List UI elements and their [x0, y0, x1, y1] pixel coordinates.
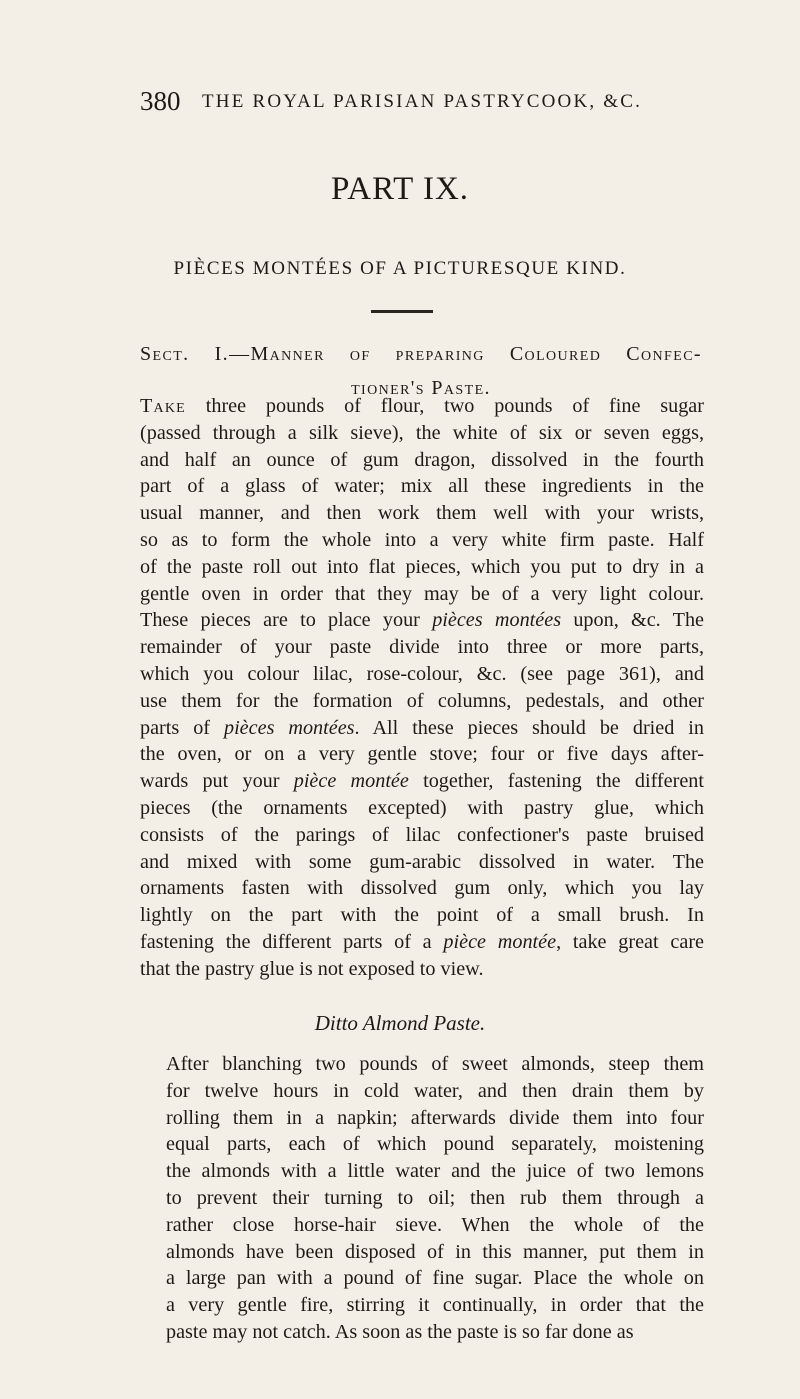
text-run: After blanching two pounds of sweet almonds, steep them — [166, 1053, 704, 1075]
italic-term: pièce montée — [293, 770, 409, 793]
text-line — [140, 1078, 704, 1105]
text-line — [140, 956, 704, 983]
text-line — [140, 634, 704, 661]
text-line — [140, 715, 704, 742]
part-subheading: PIÈCES MONTÉES OF A PICTURESQUE KIND. — [173, 258, 627, 279]
paragraph-almond-paste — [140, 1051, 704, 1346]
paragraph-lead-word: Take — [140, 395, 186, 417]
text-run: together, fastening the different — [408, 770, 704, 793]
text-run: , take great care — [556, 930, 704, 953]
text-run: rolling them in a napkin; afterwards divide them into four — [166, 1106, 704, 1129]
text-run: lightly on the part with the point of a small brush. In — [140, 904, 704, 927]
text-run: and half an ounce of gum dragon, dissolved in the fourth — [140, 448, 704, 471]
text-run: and mixed with some gum-arabic dissolved in water. The — [140, 850, 704, 873]
text-line — [140, 1131, 704, 1158]
text-run: for twelve hours in cold water, and then drain them by — [166, 1079, 704, 1102]
text-line — [140, 875, 704, 902]
text-line — [140, 1292, 704, 1319]
text-run: almonds have been disposed of in this manner, put them in — [166, 1240, 704, 1263]
text-run: the almonds with a little water and the juice of two lemons — [166, 1160, 704, 1183]
text-line — [140, 447, 704, 474]
italic-term: pièces montées — [432, 609, 562, 632]
text-line — [140, 581, 704, 608]
text-line — [140, 607, 704, 634]
text-run: pieces (the ornaments excepted) with pastry glue, which — [140, 796, 704, 819]
text-run: parts of — [140, 716, 224, 739]
text-line — [140, 1158, 704, 1185]
text-line — [140, 661, 704, 688]
text-line — [140, 1265, 704, 1292]
text-line — [140, 929, 704, 956]
text-run: three pounds of flour, two pounds of fine sugar — [185, 395, 704, 417]
section-heading-line-2: tioner's Paste. — [351, 377, 491, 399]
text-run: wards put your — [140, 770, 294, 793]
italic-term: pièce montée — [443, 930, 557, 953]
text-run: which you colour lilac, rose-colour, &c. (see page 361), and — [140, 662, 704, 685]
text-run: of the paste roll out into flat pieces, which you put to dry in a — [140, 555, 704, 578]
text-line — [140, 1051, 704, 1078]
text-run: These pieces are to place your — [140, 609, 433, 632]
paragraph-confectioners-paste — [140, 393, 704, 983]
text-line — [140, 1319, 704, 1346]
text-line — [140, 902, 704, 929]
text-line — [140, 1185, 704, 1212]
text-line — [140, 500, 704, 527]
text-run: that the pastry glue is not exposed to view. — [140, 957, 484, 980]
text-run: rather close horse-hair sieve. When the whole of the — [166, 1213, 704, 1236]
text-run: a large pan with a pound of fine sugar. Place the whole on — [166, 1267, 704, 1290]
text-line — [140, 473, 704, 500]
text-line — [140, 1239, 704, 1266]
text-run: (passed through a silk sieve), the white of six or seven eggs, — [140, 421, 704, 444]
text-run: upon, &c. The — [561, 609, 705, 632]
text-run: remainder of your paste divide into three or more parts, — [140, 636, 704, 659]
text-run: gentle oven in order that they may be of a very light colour. — [140, 582, 704, 605]
text-line — [140, 688, 704, 715]
text-run: use them for the formation of columns, pedestals, and other — [140, 689, 704, 712]
text-line — [140, 527, 704, 554]
section-divider — [371, 310, 433, 313]
text-run: ornaments fasten with dissolved gum only, which you lay — [140, 877, 704, 900]
text-run: a very gentle fire, stirring it continually, in order that the — [166, 1294, 704, 1317]
text-line — [140, 768, 704, 795]
text-line — [140, 795, 704, 822]
section-heading-line-1: Sect. I.—Manner of preparing Coloured Confec- — [140, 343, 702, 365]
text-run: . All these pieces should be dried in — [354, 716, 704, 739]
text-line — [140, 849, 704, 876]
text-line — [140, 393, 704, 420]
text-run: fastening the different parts of a — [140, 930, 444, 953]
text-line — [140, 1105, 704, 1132]
text-run: equal parts, each of which pound separately, moistening — [166, 1133, 704, 1156]
page-number: 380 — [140, 86, 181, 116]
text-line — [140, 420, 704, 447]
text-line — [140, 1212, 704, 1239]
text-run: usual manner, and then work them well with your wrists, — [140, 502, 704, 525]
text-run: consists of the parings of lilac confectioner's paste bruised — [140, 823, 704, 846]
text-run: the oven, or on a very gentle stove; four or five days after- — [140, 743, 704, 766]
running-head — [140, 86, 700, 120]
text-run: so as to form the whole into a very white firm paste. Half — [140, 528, 704, 551]
recipe-subtitle: Ditto Almond Paste. — [314, 1011, 486, 1035]
text-line — [140, 822, 704, 849]
text-run: part of a glass of water; mix all these ingredients in the — [140, 475, 704, 498]
text-line — [140, 554, 704, 581]
text-run: to prevent their turning to oil; then rub them through a — [166, 1186, 704, 1209]
text-run: paste may not catch. As soon as the paste is so far done as — [166, 1320, 634, 1343]
text-line — [140, 741, 704, 768]
running-title: THE ROYAL PARISIAN PASTRYCOOK, &C. — [202, 91, 643, 112]
part-heading: PART IX. — [330, 171, 470, 207]
italic-term: pièces montées — [223, 716, 355, 739]
